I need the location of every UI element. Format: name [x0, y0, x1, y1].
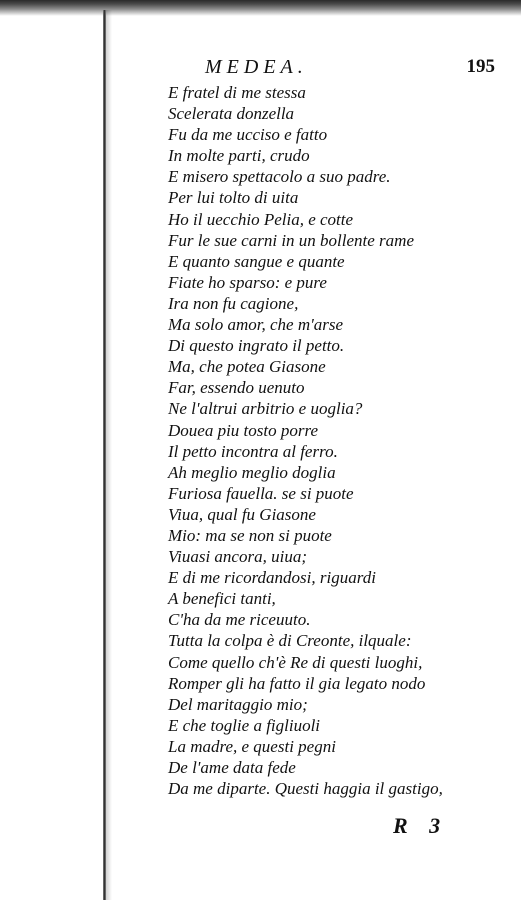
verse-line: E di me ricordandosi, riguardi	[168, 568, 376, 588]
binding-fold-shadow	[106, 10, 112, 900]
verse-line: Viuasi ancora, uiua;	[168, 547, 307, 567]
verse-line: Ma solo amor, che m'arse	[168, 315, 344, 335]
verse-line: Di questo ingrato il petto.	[168, 336, 345, 356]
verse-line: C'ha da me riceuuto.	[168, 610, 311, 630]
verse-line: Viua, qual fu Giasone	[168, 504, 316, 524]
verse-line: Scelerata donzella	[168, 104, 295, 124]
signature-mark: R 3	[393, 813, 449, 838]
verse-line: Tutta la colpa è di Creonte, ilquale:	[168, 631, 412, 651]
verse-line: Fur le sue carni in un bollente rame	[168, 230, 414, 250]
verse-line: La madre, e questi pegni	[168, 736, 336, 756]
page-header	[205, 56, 495, 82]
verse-line: Ira non fu cagione,	[168, 293, 299, 313]
page-top-edge	[0, 0, 521, 16]
running-title: MEDEA.	[205, 56, 308, 78]
verse-line: Ma, che potea Giasone	[168, 357, 326, 377]
verse-line: Fiate ho sparso: e pure	[168, 272, 327, 292]
page-number: 195	[466, 56, 495, 77]
verse-line: Fu da me ucciso e fatto	[168, 125, 328, 145]
verse-line: E misero spettacolo a suo padre.	[168, 167, 391, 187]
verse-line: Ne l'altrui arbitrio e uoglia?	[168, 399, 363, 419]
verse-line: Furiosa fauella. se si puote	[168, 483, 354, 503]
verse-line: Ho il uecchio Pelia, e cotte	[168, 209, 354, 229]
verse-line: E fratel di me stessa	[168, 83, 306, 102]
verse-line: Far, essendo uenuto	[168, 378, 305, 398]
verse-line: E quanto sangue e quante	[168, 251, 345, 271]
verse-line: E che toglie a figliuoli	[168, 715, 321, 735]
verse-line: Mio: ma se non si puote	[168, 525, 332, 545]
verse-line: Da me diparte. Questi haggia il gastigo,	[168, 779, 443, 799]
verse-line: Per lui tolto di uita	[168, 188, 299, 208]
verse-line: De l'ame data fede	[168, 758, 296, 777]
verse-line: Come quello ch'è Re di questi luoghi,	[168, 652, 423, 672]
verse-line: Il petto incontra al ferro.	[168, 441, 338, 461]
verse-line: A benefici tanti,	[168, 589, 276, 609]
verse-text	[168, 82, 508, 799]
verse-line: Douea piu tosto porre	[168, 420, 319, 440]
verse-line: Ah meglio meglio doglia	[168, 462, 336, 482]
verse-line: Del maritaggio mio;	[168, 694, 308, 714]
verse-line: In molte parti, crudo	[168, 146, 310, 166]
verse-line: Romper gli ha fatto il gia legato nodo	[168, 673, 426, 693]
